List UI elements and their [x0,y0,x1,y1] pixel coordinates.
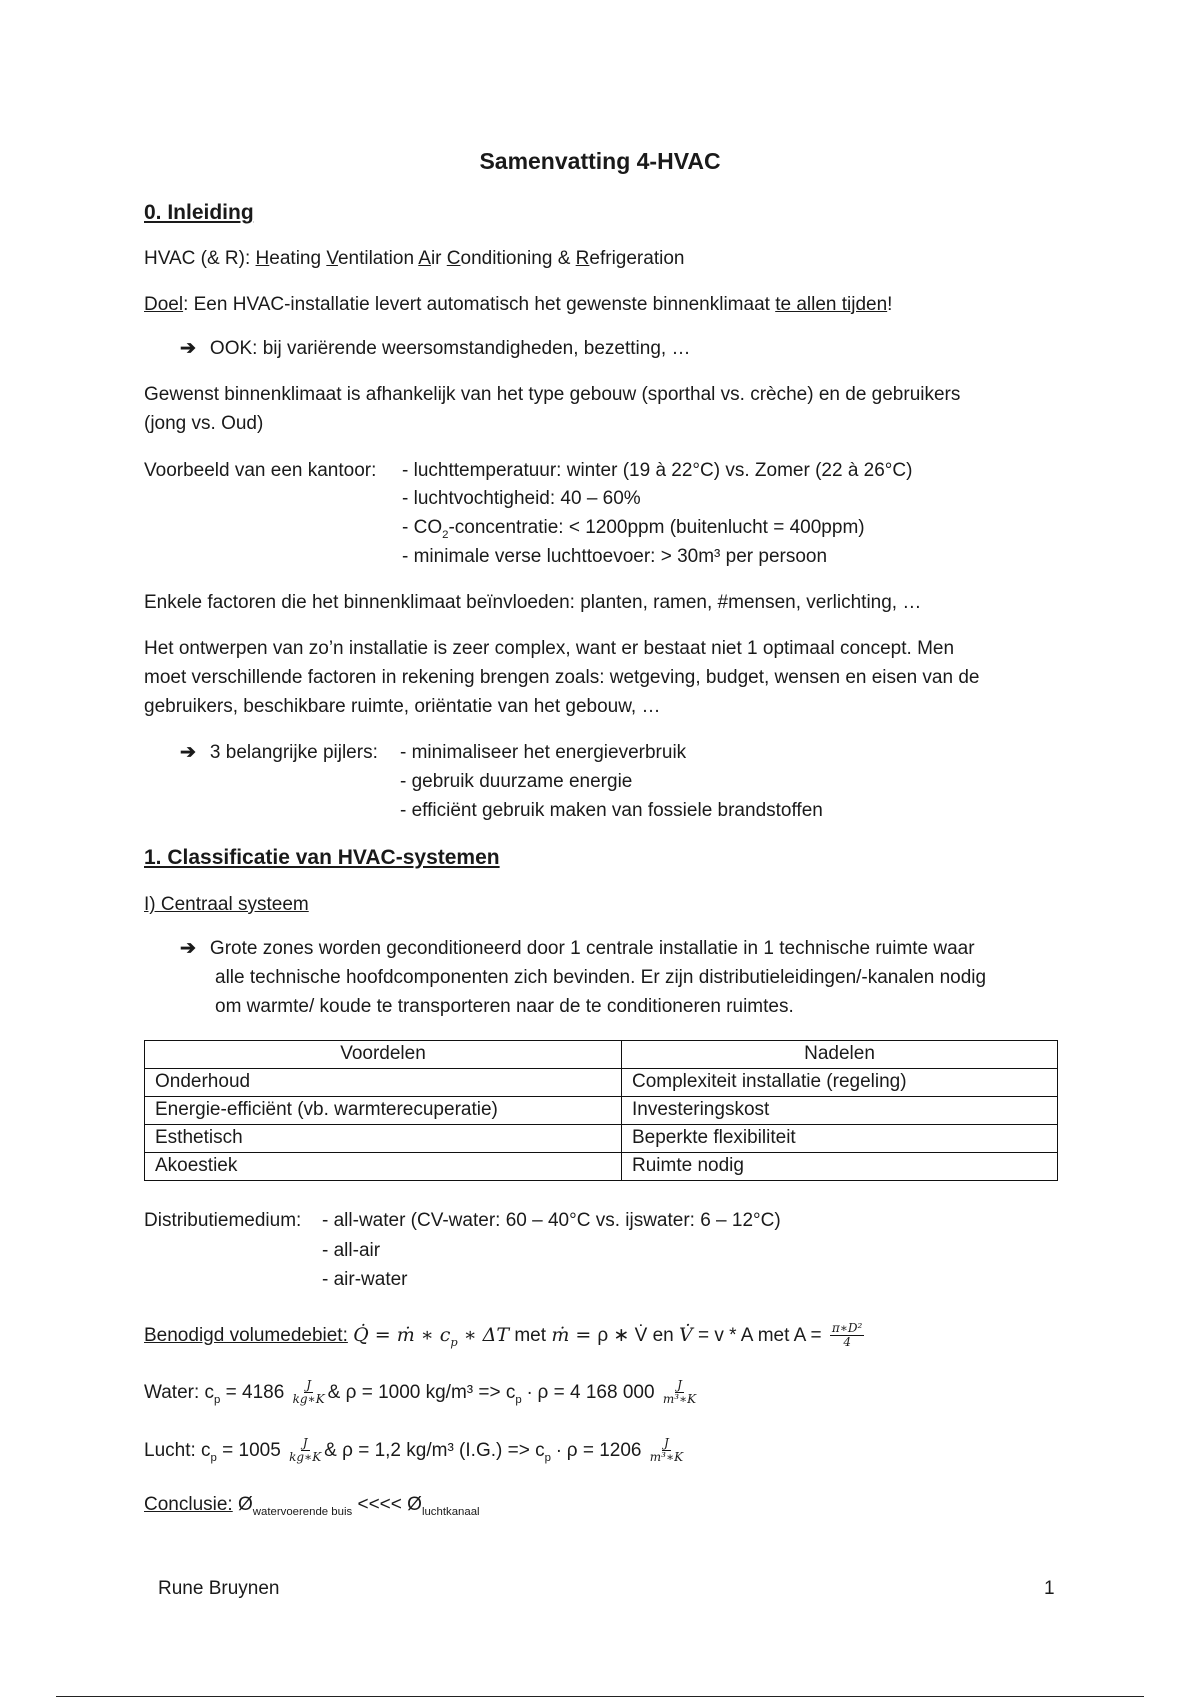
table-header-row [145,1041,1058,1069]
arrow-right-icon: ➔ [180,742,196,763]
table-row [145,1097,1058,1125]
voorbeeld-item: - minimale verse luchttoevoer: > 30m³ per persoon [402,546,828,567]
footer-divider [56,1696,1144,1697]
voorbeeld-item-co2: - $CO_2$-concentratie: < 1200ppm (buitenlucht = 400ppm) [402,517,865,541]
distributie-item: - all-water (CV-water: 60 – 40°C vs. ijswater: 6 – 12°C) [322,1210,781,1231]
gewenst-line-1: Gewenst binnenklimaat is afhankelijk van het type gebouw (sporthal vs. crèche) en de gebruikers [144,384,961,405]
water-formula: Water: $c_p = 4186$ $\frac{J}{kg∗K}$ & ρ = 1000 $kg/m^3 => c_p \cdot \rho = 4$ 168 000 $\frac{J}{\text{m³∗K}}$ [144,1378,697,1407]
sub-heading-centraal: I) Centraal systeem [144,894,309,915]
benodigd-volumedebiet: Benodigd volumedebiet: Q̇ = ṁ ∗ $c_p$ ∗ ΔT met ṁ = ρ ∗ V̇ en V̇ = v * A met A = $\frac{\text{π∗D²}}{4}$ [144,1321,863,1350]
area-fraction: $\frac{\text{π∗D²}}{4}$ [831,1321,863,1350]
conclusie: Conclusie: $Ø_{watervoerende buis}$ <<<< $Ø_{luchtkanaal}$ [144,1494,480,1518]
factoren-paragraph: Enkele factoren die het binnenklimaat beïnvloeden: planten, ramen, #mensen, verlichting, … [144,592,922,613]
table-row [145,1125,1058,1153]
section-heading-inleiding: 0. Inleiding [144,201,254,224]
unit-fraction: $\frac{J}{\text{m³∗K}}$ [662,1378,697,1407]
table-row [145,1069,1058,1097]
ontwerp-line: moet verschillende factoren in rekening brengen zoals: wetgeving, budget, wensen en eisen van de [144,667,980,688]
unit-fraction: $\frac{J}{kg∗K}$ [289,1436,322,1465]
pijler-item: - minimaliseer het energieverbruik [400,742,687,763]
table-cell: Ruimte nodig [622,1153,1058,1181]
centraal-line: ➔ Grote zones worden geconditioneerd door 1 centrale installatie in 1 technische ruimte waar [180,938,975,959]
table-cell: Investeringskost [622,1097,1058,1125]
table-header-nadelen: Nadelen [622,1041,1058,1069]
section-heading-classificatie: 1. Classificatie van HVAC-systemen [144,846,500,869]
table-cell: Akoestiek [145,1153,622,1181]
ook-bullet: ➔ OOK: bij variërende weersomstandigheden, bezetting, … [180,338,691,359]
ontwerp-line: Het ontwerpen van zo’n installatie is zeer complex, want er bestaat niet 1 optimaal concept. Men [144,638,955,659]
arrow-right-icon: ➔ [180,938,196,959]
distributie-item: - air-water [322,1269,408,1290]
table-cell: Complexiteit installatie (regeling) [622,1069,1058,1097]
voordelen-nadelen-table [144,1040,1058,1181]
pijler-item: - efficiënt gebruik maken van fossiele brandstoffen [400,800,823,821]
voorbeeld-label: Voorbeeld van een kantoor: [144,460,377,481]
footer-author: Rune Bruynen [158,1578,280,1599]
footer-page-number: 1 [1044,1578,1055,1599]
unit-fraction: $\frac{J}{kg∗K}$ [292,1378,325,1407]
pijlers-label: ➔ 3 belangrijke pijlers: [180,742,378,763]
table-cell: Beperkte flexibiliteit [622,1125,1058,1153]
distributie-label: Distributiemedium: [144,1210,302,1231]
ontwerp-line: gebruikers, beschikbare ruimte, oriëntatie van het gebouw, … [144,696,661,717]
voorbeeld-item: - luchtvochtigheid: 40 – 60% [402,488,641,509]
lucht-formula: Lucht: $c_p = 1005$ $\frac{J}{kg∗K}$ & ρ = 1,2 kg/m³ $(I.G.) => c_p \cdot \rho = 1206$ $\frac{J}{\text{m³∗K}}$ [144,1436,684,1465]
table-cell: Esthetisch [145,1125,622,1153]
hvac-definition: HVAC (& R): Heating Ventilation Air Conditioning & Refrigeration [144,248,685,269]
voorbeeld-item: - luchttemperatuur: winter (19 à 22°C) vs. Zomer (22 à 26°C) [402,460,913,481]
centraal-line: om warmte/ koude te transporteren naar de te conditioneren ruimtes. [215,996,794,1017]
table-row [145,1153,1058,1181]
arrow-right-icon: ➔ [180,338,196,359]
unit-fraction: $\frac{J}{\text{m³∗K}}$ [649,1436,684,1465]
page-title: Samenvatting 4-HVAC [479,148,721,174]
table-header-voordelen: Voordelen [145,1041,622,1069]
centraal-line: alle technische hoofdcomponenten zich bevinden. Er zijn distributieleidingen/-kanalen nodig [215,967,987,988]
distributie-item: - all-air [322,1240,381,1261]
doel-paragraph: Doel: Een HVAC-installatie levert automatisch het gewenste binnenklimaat te allen tijden! [144,294,893,315]
pijler-item: - gebruik duurzame energie [400,771,633,792]
gewenst-line-2: (jong vs. Oud) [144,413,264,434]
table-cell: Onderhoud [145,1069,622,1097]
table-cell: Energie-efficiënt (vb. warmterecuperatie) [145,1097,622,1125]
